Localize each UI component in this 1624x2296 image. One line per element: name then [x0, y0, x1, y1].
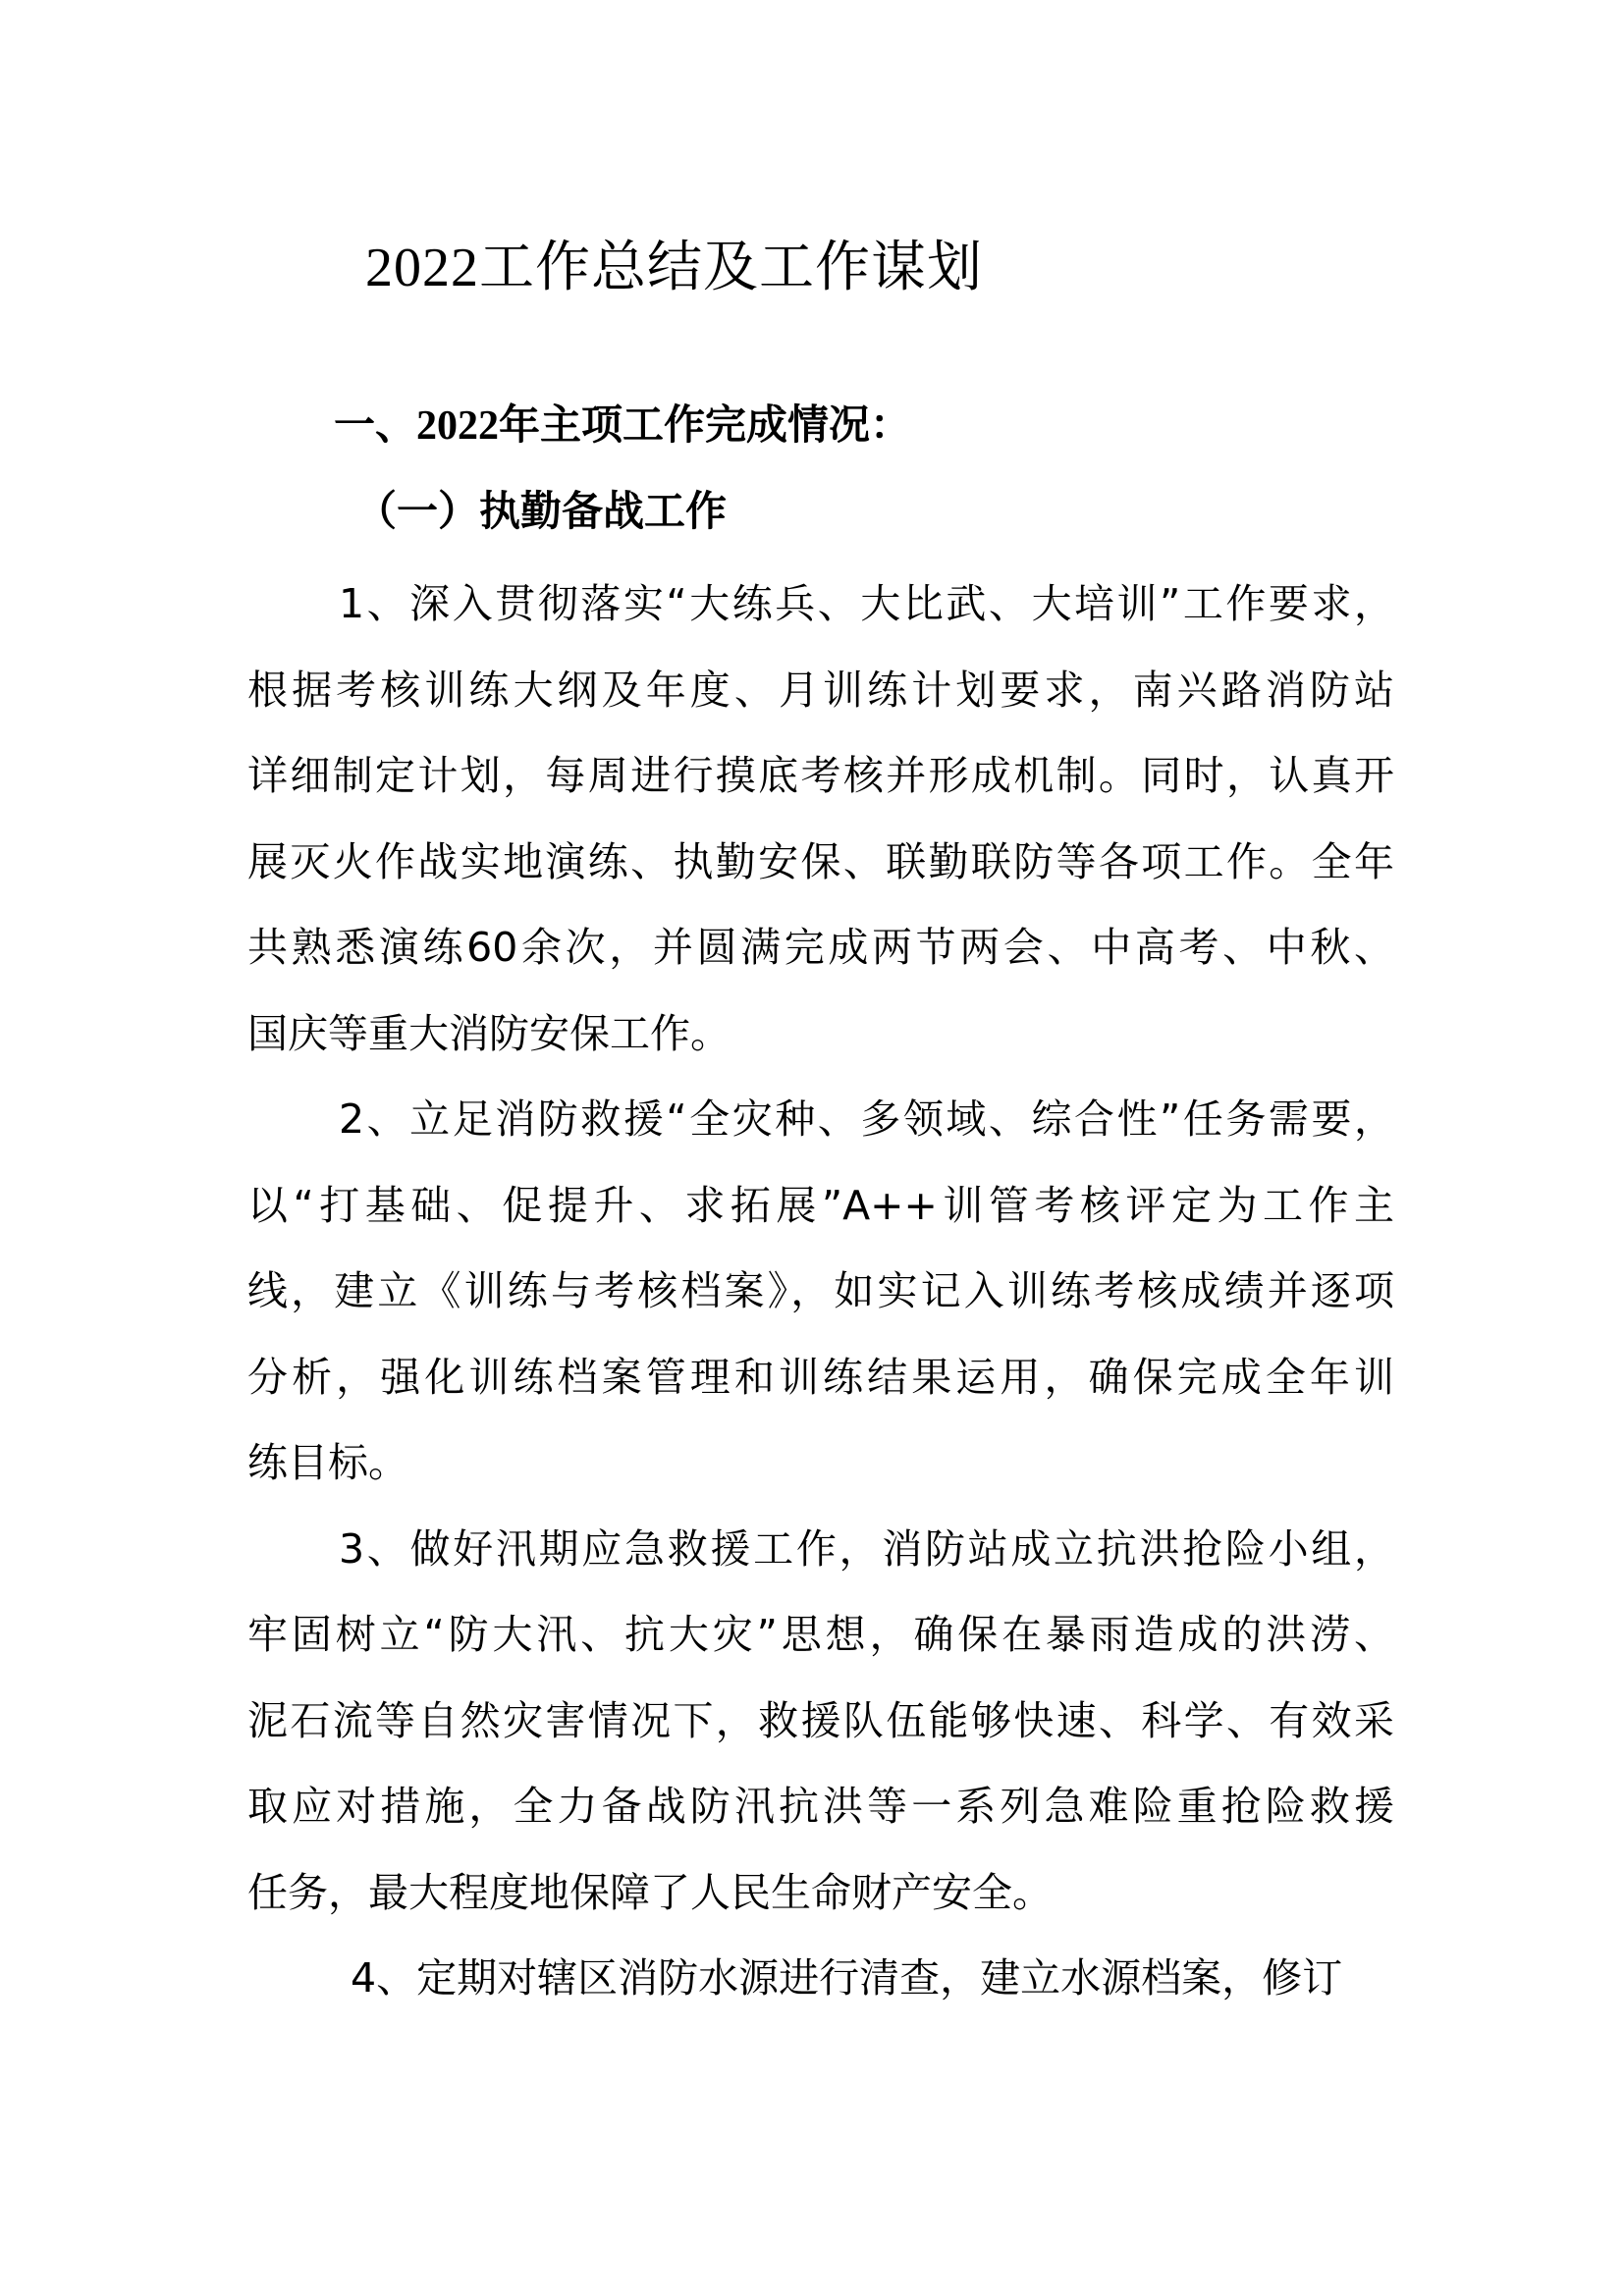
paragraph-line: 任务，最大程度地保障了人民生命财产安全。	[247, 1868, 1053, 1916]
paragraph-line: 详细制定计划，每周进行摸底考核并形成机制。同时，认真开	[247, 752, 1394, 799]
paragraph-line: 练目标。	[247, 1439, 408, 1486]
paragraph-line: 共熟悉演练60余次，并圆满完成两节两会、中高考、中秋、	[247, 924, 1394, 971]
document-body	[247, 575, 1394, 2036]
paragraph-line: 取应对措施，全力备战防汛抗洪等一系列急难险重抢险救援	[247, 1783, 1394, 1830]
paragraph-line: 根据考核训练大纲及年度、月训练计划要求，南兴路消防站	[247, 666, 1394, 714]
section-heading: 一、2022年主项工作完成情况：	[334, 403, 912, 449]
paragraph-line: 线，建立《训练与考核档案》，如实记入训练考核成绩并逐项	[247, 1267, 1394, 1314]
paragraph-line: 2、立足消防救援“全灾种、多领域、综合性”任务需要，	[339, 1095, 1394, 1143]
paragraph-line: 泥石流等自然灾害情况下，救援队伍能够快速、科学、有效采	[247, 1696, 1394, 1744]
paragraph-line: 3、做好汛期应急救援工作，消防站成立抗洪抢险小组，	[339, 1524, 1394, 1573]
paragraph-line: 4、定期对辖区消防水源进行清查，建立水源档案，修订	[351, 1954, 1343, 2002]
paragraph-line: 1、深入贯彻落实“大练兵、大比武、大培训”工作要求，	[339, 580, 1394, 627]
paragraph-line: 分析，强化训练档案管理和训练结果运用，确保完成全年训	[247, 1353, 1394, 1401]
paragraph-line: 牢固树立“防大汛、抗大灾”思想，确保在暴雨造成的洪涝、	[247, 1611, 1394, 1658]
paragraph-line: 展灭火作战实地演练、执勤安保、联勤联防等各项工作。全年	[247, 837, 1394, 885]
document-title: 2022工作总结及工作谋划	[365, 238, 983, 298]
subsection-heading: （一）执勤备战工作	[355, 487, 728, 535]
paragraph-line: 国庆等重大消防安保工作。	[247, 1009, 731, 1057]
paragraph-line: 以“打基础、促提升、求拓展”A++训管考核评定为工作主	[247, 1181, 1394, 1229]
